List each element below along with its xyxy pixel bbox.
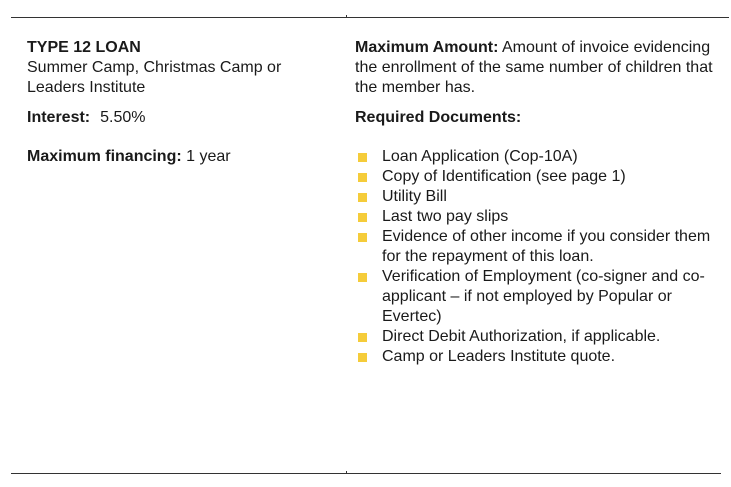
bottom-rule: [11, 473, 721, 474]
bottom-rule-tick: [346, 471, 347, 474]
list-item: [355, 207, 715, 227]
list-item: [355, 347, 715, 367]
max-amount-label: Maximum Amount:: [355, 39, 499, 56]
document-label: Camp or Leaders Institute quote.: [382, 348, 616, 365]
list-item: [355, 267, 715, 327]
list-item: [355, 147, 715, 167]
square-bullet-icon: [358, 353, 367, 362]
financing-value: 1 year: [186, 148, 231, 165]
document-label: Loan Application (Cop-10A): [382, 148, 578, 165]
required-documents-heading: Required Documents:: [355, 109, 522, 126]
document-label: Verification of Employment (co-signer and co-applicant – if not employed by Popular or Evertec): [382, 268, 705, 325]
interest-row: [27, 108, 327, 128]
top-rule-tick: [346, 15, 347, 18]
list-item: [355, 167, 715, 187]
square-bullet-icon: [358, 273, 367, 282]
document-label: Copy of Identification (see page 1): [382, 168, 626, 185]
square-bullet-icon: [358, 153, 367, 162]
square-bullet-icon: [358, 233, 367, 242]
interest-label: Interest:: [27, 109, 91, 126]
loan-purpose: Summer Camp, Christmas Camp or Leaders Institute: [27, 59, 282, 96]
loan-type-title: TYPE 12 LOAN: [27, 39, 141, 56]
square-bullet-icon: [358, 193, 367, 202]
loan-details-column: [355, 38, 715, 367]
required-documents-list: [355, 147, 715, 367]
top-rule: [11, 17, 729, 18]
list-item: [355, 327, 715, 347]
max-amount-paragraph: [355, 38, 715, 98]
document-label: Last two pay slips: [382, 208, 509, 225]
document-label: Direct Debit Authorization, if applicable.: [382, 328, 661, 345]
max-amount-text: Amount of invoice evidencing the enrollment of the same number of children that the member has.: [355, 39, 713, 96]
loan-summary-column: [27, 38, 327, 167]
financing-row: [27, 147, 327, 167]
list-item: [355, 227, 715, 267]
interest-value: 5.50%: [100, 109, 146, 126]
list-item: [355, 187, 715, 207]
square-bullet-icon: [358, 333, 367, 342]
document-label: Utility Bill: [382, 188, 447, 205]
financing-label: Maximum financing:: [27, 148, 182, 165]
document-label: Evidence of other income if you consider them for the repayment of this loan.: [382, 228, 711, 265]
square-bullet-icon: [358, 173, 367, 182]
square-bullet-icon: [358, 213, 367, 222]
